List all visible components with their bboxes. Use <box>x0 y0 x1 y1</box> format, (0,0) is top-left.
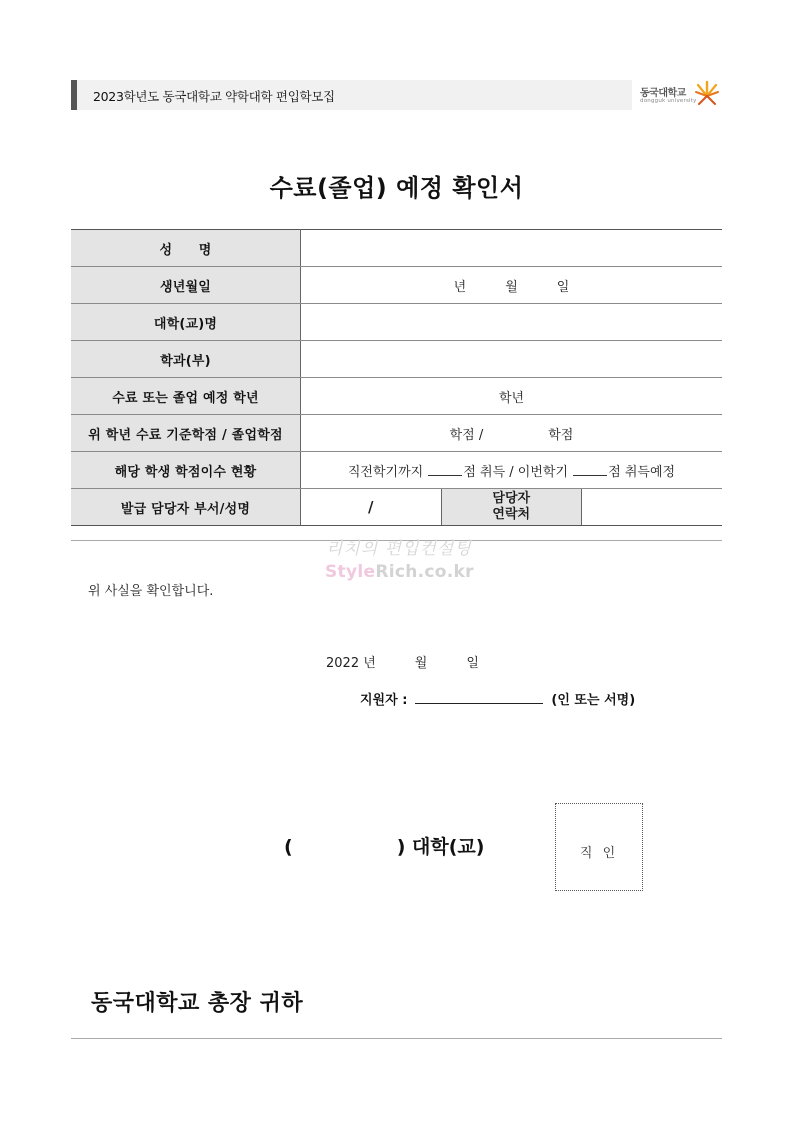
applicant-suffix: (인 또는 서명) <box>551 693 636 708</box>
bottom-divider <box>71 1038 722 1039</box>
issuer-label: 발급 담당자 부서/성명 <box>71 489 301 526</box>
document-title: 수료(졸업) 예정 확인서 <box>269 174 524 202</box>
lotus-logo-icon <box>694 78 720 108</box>
form-row-university <box>71 304 722 341</box>
credits-status-label: 해당 학생 학점이수 현황 <box>71 452 301 489</box>
credits-current-blank[interactable] <box>573 463 607 476</box>
required-credits-label: 위 학년 수료 기준학점 / 졸업학점 <box>71 415 301 452</box>
credits-previous-blank[interactable] <box>428 463 462 476</box>
watermark-style: Style <box>325 562 376 582</box>
form-row-issuer <box>71 489 722 526</box>
header-title: 2023학년도 동국대학교 약학대학 편입학모집 <box>93 89 335 104</box>
credits-status-field[interactable] <box>301 452 723 489</box>
form-row-name <box>71 230 722 267</box>
confirmation-statement: 위 사실을 확인합니다. <box>88 584 214 599</box>
school-close: ) 대학(교) <box>396 836 485 858</box>
watermark-line2 <box>325 562 474 582</box>
contact-label <box>441 489 582 526</box>
certificate-form-table <box>71 229 722 526</box>
birthdate-field[interactable]: 년 월 일 <box>301 267 723 304</box>
grade-label: 수료 또는 졸업 예정 학년 <box>71 378 301 415</box>
watermark-line1: 리치의 편입컨설팅 <box>326 539 472 559</box>
form-row-birthdate <box>71 267 722 304</box>
contact-label-line1: 담당자 <box>492 491 531 506</box>
applicant-signature-line <box>360 689 635 708</box>
official-seal-box <box>555 803 643 891</box>
issue-date[interactable]: 2022 년 월 일 <box>326 656 479 671</box>
grade-field[interactable]: 학년 <box>301 378 723 415</box>
issuer-dept-name-field[interactable] <box>301 489 442 526</box>
contact-label-line2: 연락처 <box>492 507 531 522</box>
contact-field[interactable] <box>582 489 723 526</box>
header-bar <box>71 80 632 110</box>
form-row-grade <box>71 378 722 415</box>
seal-label: 직 인 <box>579 846 619 861</box>
name-field[interactable] <box>301 230 723 267</box>
university-logo <box>640 78 722 112</box>
form-row-credits-status <box>71 452 722 489</box>
required-credits-field[interactable]: 학점 / 학점 <box>301 415 723 452</box>
issuer-separator: / <box>368 498 374 516</box>
university-label: 대학(교)명 <box>71 304 301 341</box>
watermark-domain: .co.kr <box>417 562 474 582</box>
birthdate-label: 생년월일 <box>71 267 301 304</box>
watermark-rich: Rich <box>375 562 418 582</box>
addressee: 동국대학교 총장 귀하 <box>91 991 304 1016</box>
logo-subtitle: dongguk university <box>640 98 697 104</box>
school-open-paren: ( <box>284 836 293 858</box>
applicant-signature-blank[interactable] <box>415 689 543 704</box>
credits-current-text: 점 취득 / 이번학기 <box>463 464 569 480</box>
department-label: 학과(부) <box>71 341 301 378</box>
credits-expected-text: 점 취득예정 <box>608 464 676 480</box>
name-label: 성 명 <box>71 230 301 267</box>
form-row-required-credits <box>71 415 722 452</box>
university-field[interactable] <box>301 304 723 341</box>
form-row-department <box>71 341 722 378</box>
applicant-label: 지원자 : <box>360 693 408 708</box>
issuing-school <box>284 832 484 859</box>
department-field[interactable] <box>301 341 723 378</box>
logo-name: 동국대학교 <box>640 88 686 99</box>
credits-previous-text: 직전학기까지 <box>347 464 424 480</box>
